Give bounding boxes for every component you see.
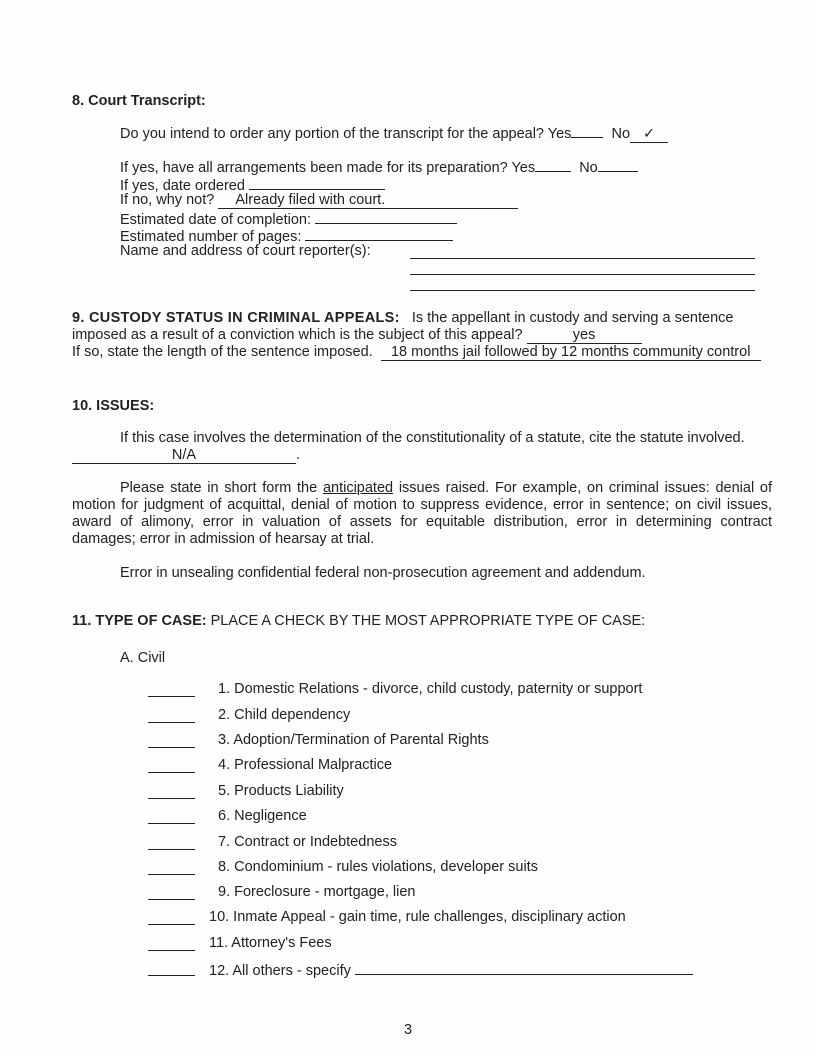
reporter-line-3[interactable] — [410, 290, 755, 291]
section-10-heading: 10. ISSUES: — [72, 398, 155, 414]
case-type-blank-5[interactable] — [148, 798, 195, 799]
case-type-blank-1[interactable] — [148, 696, 195, 697]
case-type-blank-4[interactable] — [148, 772, 195, 773]
case-type-item-11: 11. Attorney's Fees — [209, 935, 332, 951]
custody-status-line-2 — [72, 327, 642, 344]
arrangements-yes-blank[interactable] — [535, 157, 571, 172]
section-11-heading: 11. TYPE OF CASE: — [72, 613, 207, 629]
case-type-item-8: 8. Condominium - rules violations, developer suits — [218, 859, 538, 875]
case-type-blank-9[interactable] — [148, 899, 195, 900]
custody-answer[interactable] — [527, 328, 642, 344]
case-type-item-6: 6. Negligence — [218, 808, 307, 824]
why-not-row — [120, 192, 518, 209]
issues-instructions — [72, 480, 772, 548]
custody-question-1: Is the appellant in custody and serving a sentence — [411, 310, 734, 326]
case-type-item-12-row — [209, 960, 693, 979]
issues-instructions-rest: issues raised. For example, on criminal issues: denial of motion for judgment of acquittal, denial of motion to suppress evidence, error in sentence; on civil issues, award of alimony, error in valuation of assets for equitable distribution, error in determining contract damages; error in admission of hearsay at trial. — [72, 480, 773, 547]
civil-subheading: A. Civil — [120, 650, 166, 666]
sentence-answer-text: 18 months jail followed by 12 months community control — [390, 344, 751, 360]
case-type-blank-6[interactable] — [148, 823, 195, 824]
arrangements-no-label: No — [579, 160, 598, 176]
reporter-line-2[interactable] — [410, 274, 755, 275]
section-9-heading: 9. CUSTODY STATUS IN CRIMINAL APPEALS: — [72, 310, 400, 326]
custody-status-line-1 — [72, 310, 772, 326]
arrangements-no-blank[interactable] — [598, 157, 638, 172]
sentence-label: If so, state the length of the sentence imposed. — [72, 344, 373, 360]
transcript-order-label: Do you intend to order any portion of the transcript for the appeal? Yes — [120, 126, 572, 142]
case-type-item-12: 12. All others - specify — [209, 963, 351, 979]
type-of-case-row — [72, 613, 645, 629]
est-pages-label: Estimated number of pages: — [120, 229, 302, 245]
reporter-label: Name and address of court reporter(s): — [120, 243, 371, 259]
case-type-item-9: 9. Foreclosure - mortgage, lien — [218, 884, 416, 900]
case-type-item-4: 4. Professional Malpractice — [218, 757, 393, 773]
case-type-item-2: 2. Child dependency — [218, 707, 351, 723]
case-type-item-10: 10. Inmate Appeal - gain time, rule challenges, disciplinary action — [209, 909, 626, 925]
est-pages-blank[interactable] — [305, 226, 453, 241]
specify-blank[interactable] — [355, 960, 693, 975]
anticipated-word: anticipated — [322, 480, 394, 496]
est-completion-label: Estimated date of completion: — [120, 212, 312, 228]
case-type-item-7: 7. Contract or Indebtedness — [218, 834, 397, 850]
transcript-order-no-label: No — [611, 126, 631, 142]
custody-answer-text: yes — [572, 327, 596, 343]
transcript-order-question — [120, 123, 668, 143]
arrangements-label: If yes, have all arrangements been made for its preparation? Yes — [120, 160, 536, 176]
statute-answer-row: N/A . — [72, 447, 300, 464]
section-8-heading: 8. Court Transcript: — [72, 93, 206, 109]
issues-instructions-start: Please state in short form the — [120, 480, 323, 496]
date-ordered-label: If yes, date ordered — [120, 178, 245, 194]
case-type-blank-3[interactable] — [148, 747, 195, 748]
case-type-blank-2[interactable] — [148, 722, 195, 723]
case-type-blank-8[interactable] — [148, 874, 195, 875]
issues-answer: Error in unsealing confidential federal non-prosecution agreement and addendum. — [120, 565, 646, 581]
date-ordered-blank[interactable] — [249, 175, 385, 190]
case-type-item-5: 5. Products Liability — [218, 783, 344, 799]
custody-question-2: imposed as a result of a conviction which is the subject of this appeal? — [72, 327, 523, 343]
statute-answer[interactable] — [72, 448, 296, 464]
transcript-order-yes-blank[interactable] — [571, 123, 603, 138]
sentence-answer[interactable] — [381, 345, 761, 361]
case-type-blank-12[interactable] — [148, 975, 195, 976]
statute-question: If this case involves the determination of the constitutionality of a statute, cite the statute involved. — [120, 430, 745, 446]
case-type-blank-7[interactable] — [148, 849, 195, 850]
why-not-answer-text: Already filed with court. — [235, 192, 386, 208]
est-completion-blank[interactable] — [315, 209, 457, 224]
why-not-answer[interactable] — [218, 193, 518, 209]
case-type-item-3: 3. Adoption/Termination of Parental Rights — [218, 732, 489, 748]
arrangements-question — [120, 157, 638, 176]
type-of-case-instruction: PLACE A CHECK BY THE MOST APPROPRIATE TYPE OF CASE: — [210, 613, 646, 629]
statute-answer-text: N/A — [171, 447, 197, 463]
why-not-label: If no, why not? — [120, 192, 215, 208]
sentence-row — [72, 344, 761, 361]
case-type-blank-10[interactable] — [148, 924, 195, 925]
case-type-item-1: 1. Domestic Relations - divorce, child custody, paternity or support — [218, 681, 643, 697]
page-number: 3 — [403, 1022, 413, 1038]
transcript-order-no-blank[interactable] — [630, 127, 668, 143]
case-type-blank-11[interactable] — [148, 950, 195, 951]
check-mark-icon: ✓ — [642, 126, 656, 142]
reporter-line-1[interactable] — [410, 258, 755, 259]
